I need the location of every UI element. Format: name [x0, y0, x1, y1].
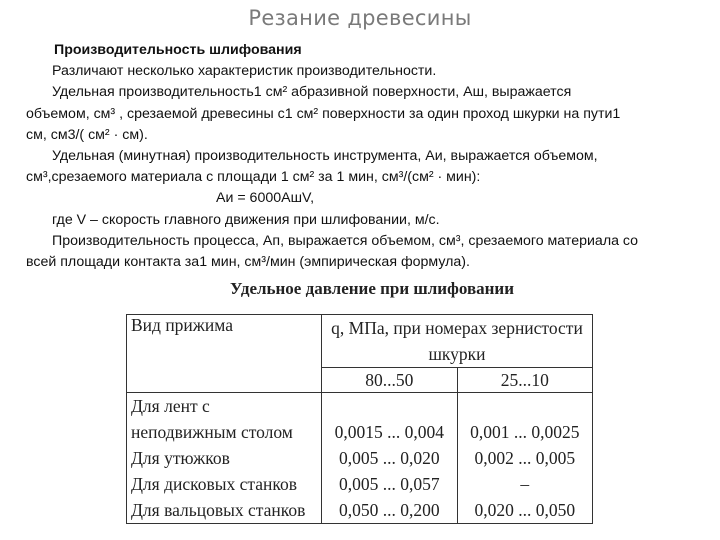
table-header-pressure: q, МПа, при номерах зернистости шкурки [322, 315, 593, 368]
table-header-type: Вид прижима [127, 315, 322, 393]
table-body-row [127, 393, 593, 524]
paragraph-line: Удельная производительность1 см² абразивной поверхности, Аш, выражается [52, 84, 572, 101]
table-cell-text: Для утюжков [131, 448, 230, 468]
paragraph-line: всей площади контакта за1 мин, см³/мин (эмпирическая формула). [26, 254, 470, 271]
table-cell-text: 0,001 ... 0,0025 [470, 422, 580, 442]
table-cell-text: Для вальцовых станков [131, 500, 306, 520]
paragraph-line: см³,срезаемого материала с площади 1 см² за 1 мин, см³/(см² · мин): [26, 169, 481, 186]
paragraph-line: объемом, см³ , срезаемой древесины с1 см² поверхности за один проход шкурки на пути1 [26, 105, 621, 122]
table-cell-text: 0,0015 ... 0,004 [334, 422, 444, 442]
paragraph-line: Производительность процесса, Ап, выражается объемом, см³, срезаемого материала со [52, 232, 639, 249]
table-subheader: 25...10 [457, 368, 593, 393]
paragraph-line: где V – скорость главного движения при шлифовании, м/с. [52, 211, 440, 228]
table-caption: Удельное давление при шлифовании [230, 279, 515, 298]
paragraph-line: Различают несколько характеристик производительности. [52, 63, 437, 80]
pressure-table [126, 314, 593, 524]
body-text [26, 40, 698, 273]
table-cell-type [127, 393, 322, 524]
formula: Аи = 6000АшV, [216, 190, 315, 207]
table-cell-text: Для дисковых станков [131, 474, 298, 494]
table-subheader: 80...50 [322, 368, 458, 393]
table-cell-text: 0,005 ... 0,057 [338, 474, 440, 494]
table-cell-text: 0,050 ... 0,200 [338, 500, 440, 520]
paragraph-line: Удельная (минутная) производительность инструмента, Аи, выражается объемом, [52, 148, 598, 165]
table-cell-text: 0,005 ... 0,020 [338, 448, 440, 468]
table-cell-text: 0,020 ... 0,050 [474, 500, 576, 520]
table-cell-values [322, 393, 458, 524]
slide-title: Резание древесины [248, 6, 472, 30]
table-cell-text: – [520, 474, 530, 494]
section-heading: Производительность шлифования [54, 42, 302, 58]
table-cell-text: 0,002 ... 0,005 [474, 448, 576, 468]
paragraph-line: см, см3/( см² · см). [26, 126, 148, 143]
table-cell-text: Для лент с неподвижным столом [131, 396, 293, 442]
table-cell-values [457, 393, 593, 524]
